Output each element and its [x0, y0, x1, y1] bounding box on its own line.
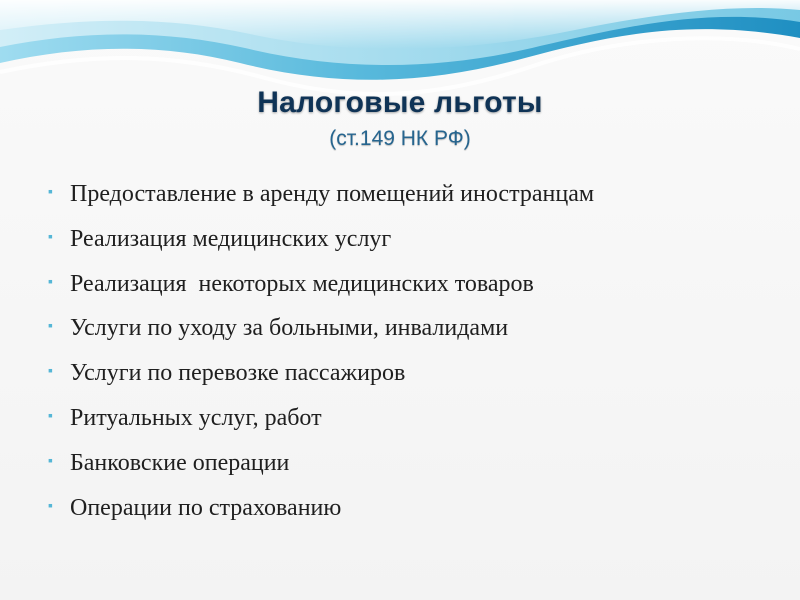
slide-subtitle: (ст.149 НК РФ) [329, 127, 471, 150]
square-bullet-icon: ▪ [48, 453, 53, 469]
list-item [48, 443, 768, 488]
bullet-text: Услуги по перевозке пассажиров [70, 360, 406, 387]
title-block [0, 84, 800, 152]
list-item [48, 174, 768, 219]
square-bullet-icon: ▪ [48, 229, 53, 245]
bullet-text: Банковские операции [70, 449, 290, 476]
list-item [48, 488, 768, 533]
list-item [48, 264, 768, 309]
list-item [48, 308, 768, 353]
square-bullet-icon: ▪ [48, 274, 53, 290]
list-item [48, 398, 768, 443]
bullet-text: Услуги по уходу за больными, инвалидами [70, 315, 509, 342]
bullet-text: Реализация медицинских услуг [70, 225, 392, 252]
square-bullet-icon: ▪ [48, 185, 53, 200]
square-bullet-icon: ▪ [48, 498, 53, 514]
bullet-text: Ритуальных услуг, работ [70, 404, 322, 431]
bullet-text: Операции по страхованию [70, 494, 342, 521]
bullet-text: Реализация некоторых медицинских товаров [70, 270, 534, 297]
square-bullet-icon: ▪ [48, 319, 53, 335]
square-bullet-icon: ▪ [48, 408, 53, 424]
list-item [48, 353, 768, 398]
bullet-text: Предоставление в аренду помещений иностранцам [70, 181, 595, 207]
slide-title: Налоговые льготы [257, 86, 543, 119]
list-item [48, 219, 768, 264]
bullet-list [48, 174, 768, 532]
square-bullet-icon: ▪ [48, 364, 53, 380]
